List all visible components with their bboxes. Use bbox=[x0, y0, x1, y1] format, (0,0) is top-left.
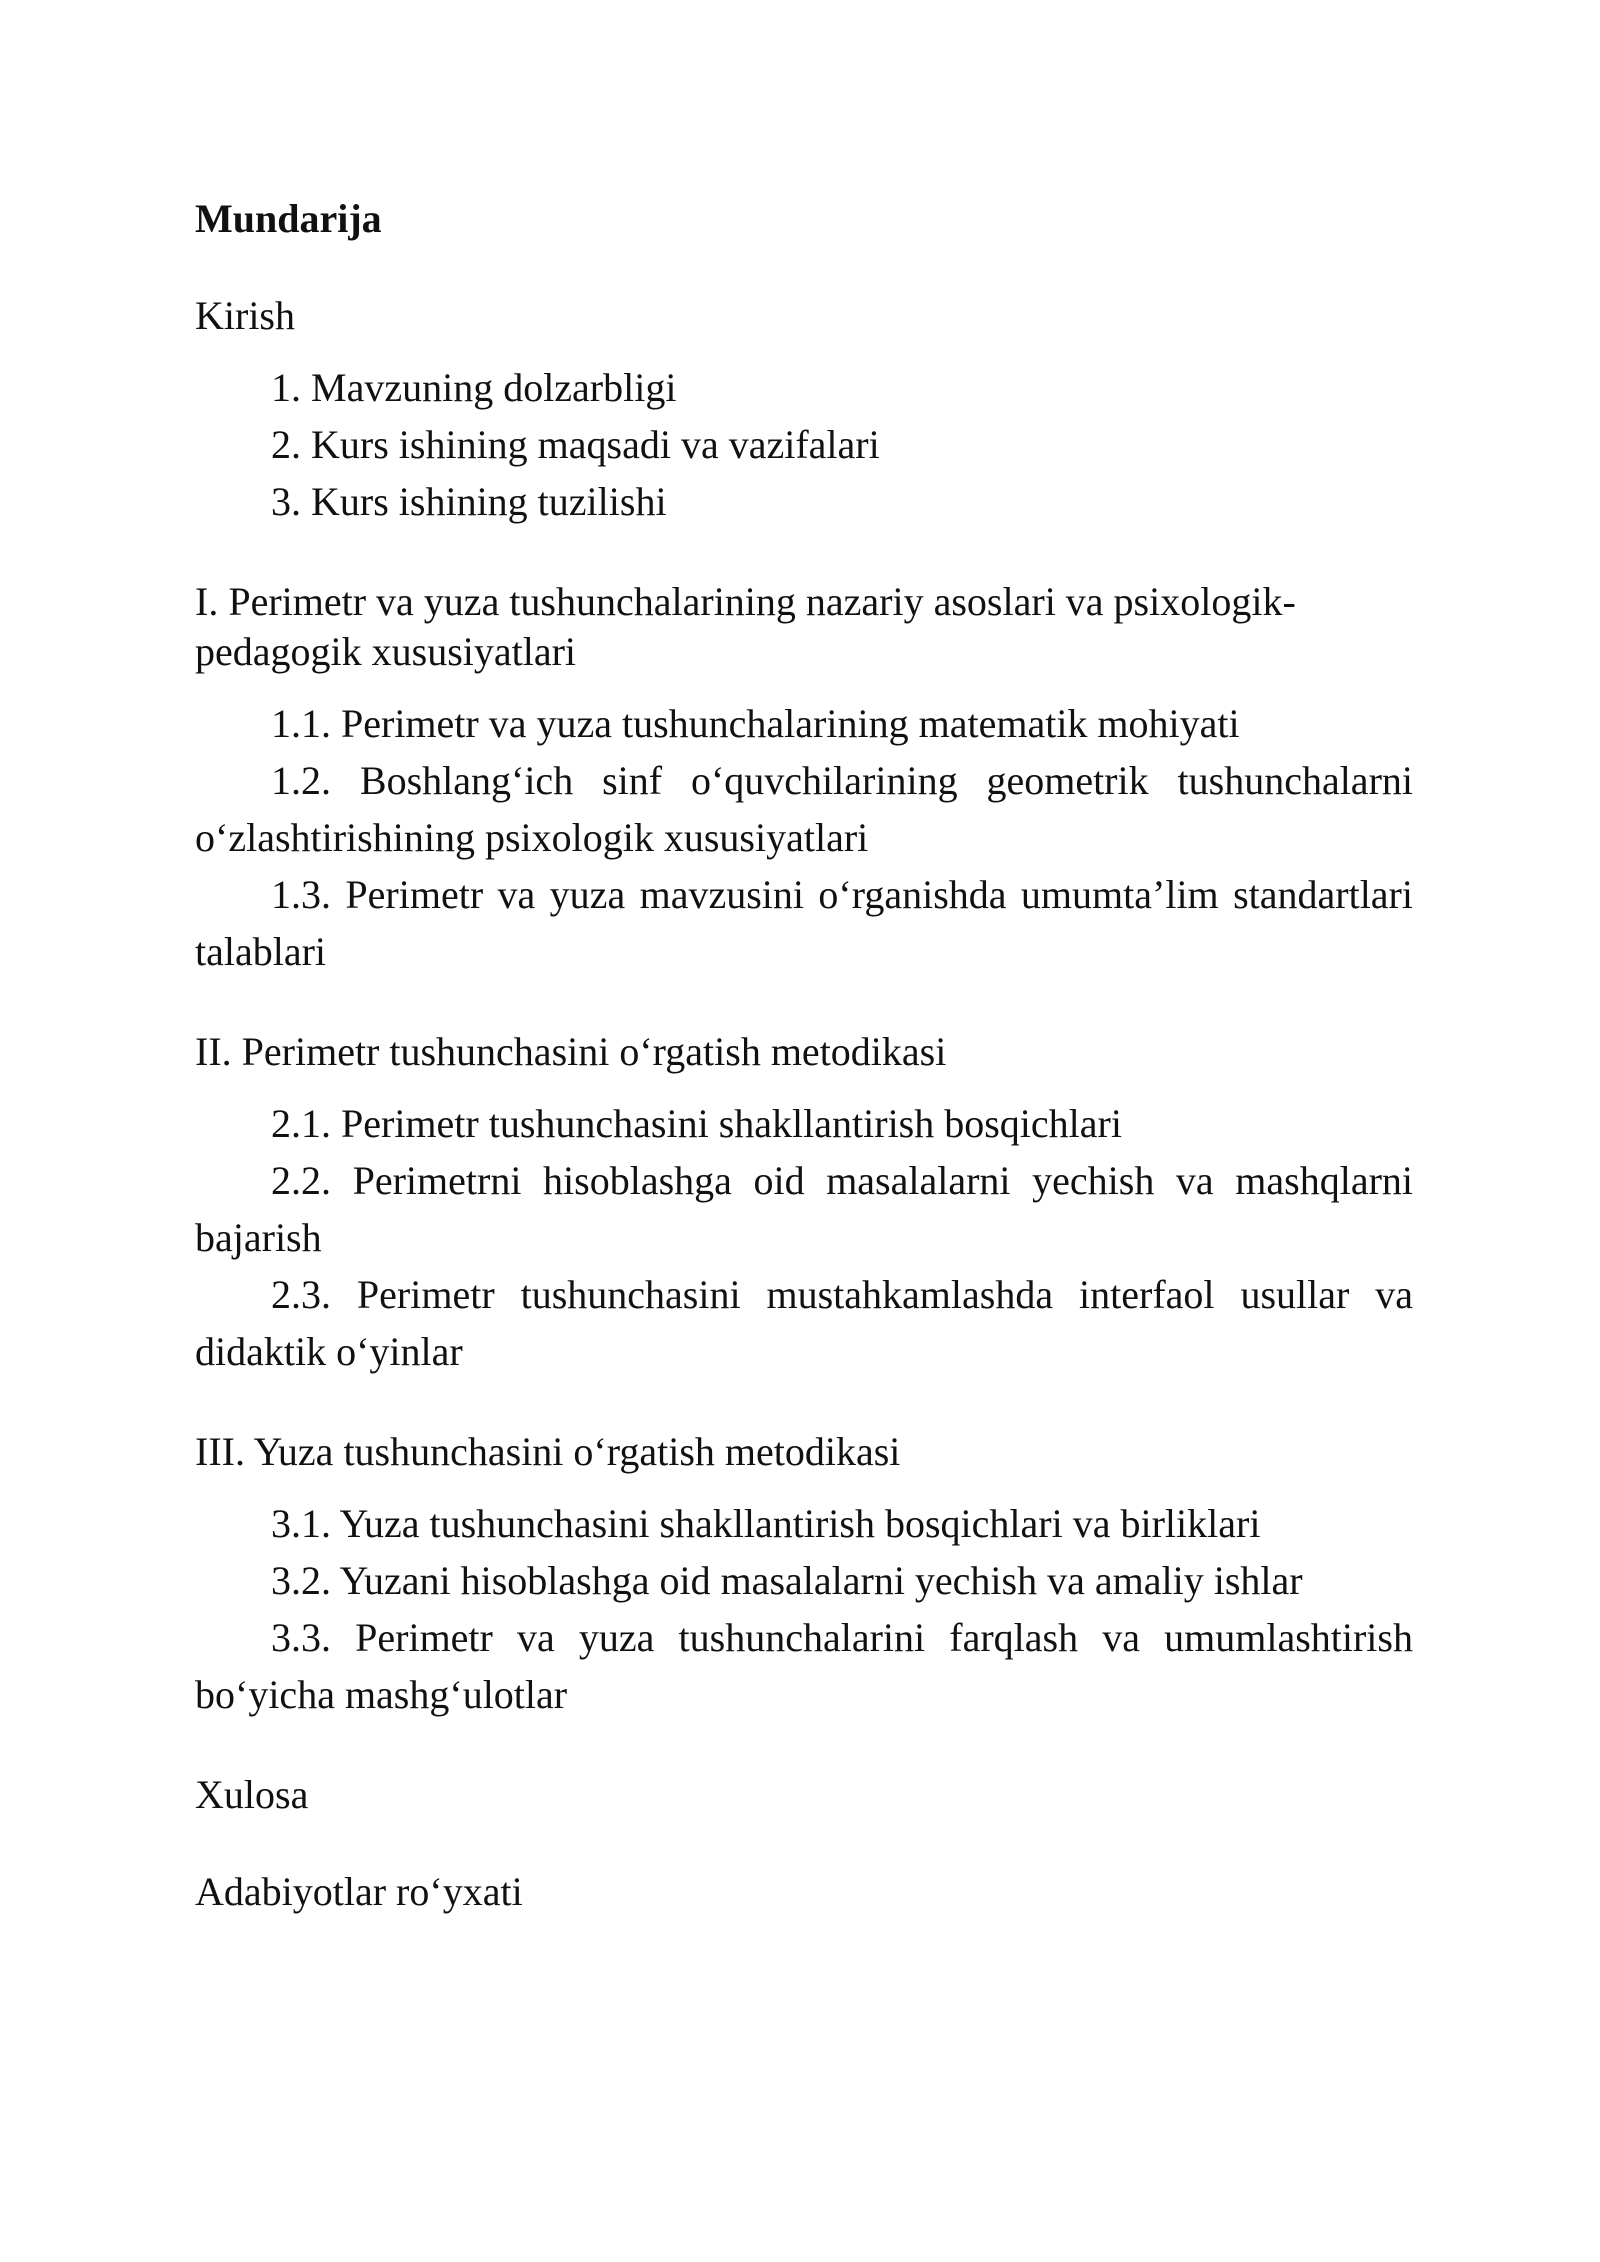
page-title: Mundarija bbox=[195, 196, 382, 241]
toc-item: 2.3. Perimetr tushunchasini mustahkamlashda interfaol usullar va didaktik o‘yinlar bbox=[195, 1272, 1413, 1374]
toc-item: 2.2. Perimetrni hisoblashga oid masalalarni yechish va mashqlarni bajarish bbox=[195, 1158, 1413, 1260]
toc-heading: I. Perimetr va yuza tushunchalarining nazariy asoslari va psixologik-pedagogik xususiyatlari bbox=[195, 579, 1296, 674]
toc-section-2 bbox=[195, 1027, 1413, 1380]
toc-item: 3.3. Perimetr va yuza tushunchalarini farqlash va umumlashtirish bo‘yicha mashg‘ulotlar bbox=[195, 1615, 1413, 1717]
toc-item: 3. Kurs ishining tuzilishi bbox=[271, 479, 667, 524]
toc-section-conclusion bbox=[195, 1770, 1413, 1820]
toc-sub-list bbox=[195, 359, 1413, 530]
toc-sub-list bbox=[195, 695, 1413, 980]
toc-section-references bbox=[195, 1867, 1413, 1917]
toc-item: 1.3. Perimetr va yuza mavzusini o‘rganishda umumta’lim standartlari talablari bbox=[195, 872, 1413, 974]
toc-item: 2. Kurs ishining maqsadi va vazifalari bbox=[271, 422, 880, 467]
toc-heading: Kirish bbox=[195, 293, 295, 338]
toc-section-intro bbox=[195, 291, 1413, 530]
toc-section-1 bbox=[195, 577, 1413, 980]
toc-heading: Adabiyotlar ro‘yxati bbox=[195, 1869, 523, 1914]
toc-item: 2.1. Perimetr tushunchasini shakllantirish bosqichlari bbox=[271, 1101, 1122, 1146]
toc-item: 3.2. Yuzani hisoblashga oid masalalarni yechish va amaliy ishlar bbox=[271, 1558, 1303, 1603]
toc-heading: II. Perimetr tushunchasini o‘rgatish metodikasi bbox=[195, 1029, 947, 1074]
table-of-contents bbox=[195, 190, 1413, 1964]
toc-heading: III. Yuza tushunchasini o‘rgatish metodikasi bbox=[195, 1429, 901, 1474]
toc-item: 1.1. Perimetr va yuza tushunchalarining matematik mohiyati bbox=[271, 701, 1240, 746]
toc-sub-list bbox=[195, 1495, 1413, 1723]
toc-heading: Xulosa bbox=[195, 1772, 309, 1817]
toc-item: 3.1. Yuza tushunchasini shakllantirish bosqichlari va birliklari bbox=[271, 1501, 1261, 1546]
toc-sub-list bbox=[195, 1095, 1413, 1380]
toc-item: 1. Mavzuning dolzarbligi bbox=[271, 365, 677, 410]
toc-section-3 bbox=[195, 1427, 1413, 1723]
toc-item: 1.2. Boshlang‘ich sinf o‘quvchilarining geometrik tushunchalarni o‘zlashtirishining psixologik xususiyatlari bbox=[195, 758, 1413, 860]
